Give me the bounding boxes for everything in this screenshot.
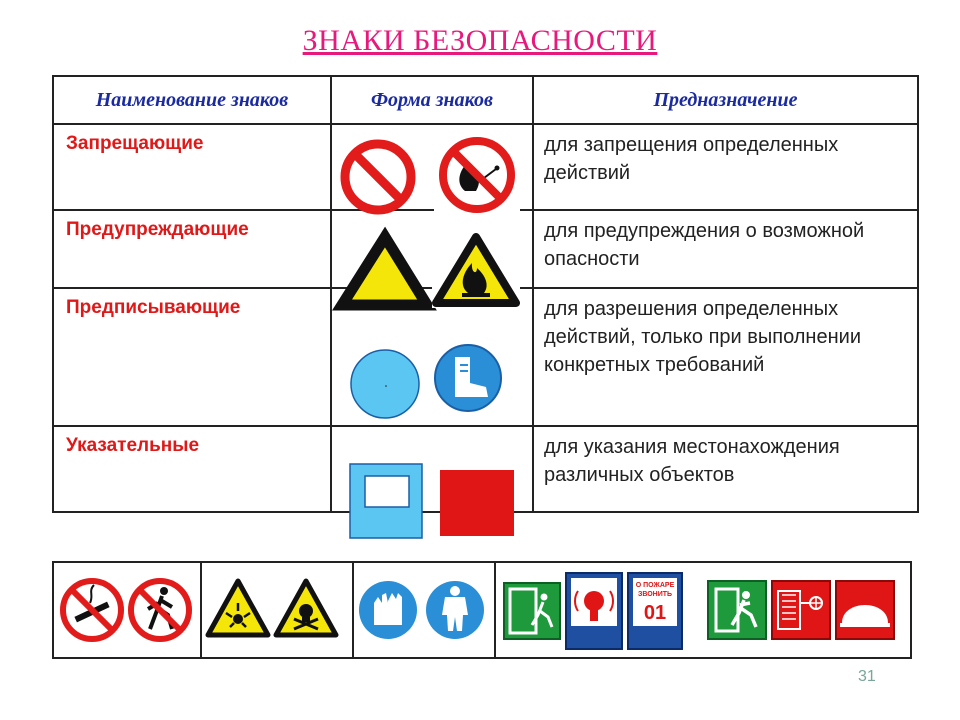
mandatory-circle-icon xyxy=(351,350,419,418)
emergency-exit-icon xyxy=(504,583,560,639)
fire-notice-line1: О ПОЖАРЕ xyxy=(635,582,675,589)
fire-extinguisher-icon xyxy=(836,581,894,639)
column-header-purpose: Предназначение xyxy=(533,76,918,124)
exit-running-man-icon xyxy=(708,581,766,639)
fire-hose-icon xyxy=(772,581,830,639)
fire-square-icon xyxy=(440,470,514,536)
page-number: 31 xyxy=(858,668,876,685)
examples-strip xyxy=(52,561,912,659)
sign-purpose: для разрешения определенных действий, только при выполнении конкретных требований xyxy=(544,298,861,376)
sign-type-name: Запрещающие xyxy=(66,133,204,154)
safety-boots-icon xyxy=(435,345,501,411)
page-title: ЗНАКИ БЕЗОПАСНОСТИ xyxy=(302,24,658,57)
table-header-row xyxy=(53,76,918,124)
sign-purpose: для предупреждения о возможной опасности xyxy=(544,220,865,270)
protective-suit-icon xyxy=(426,581,484,639)
fire-notice-line2: ЗВОНИТЬ xyxy=(637,591,673,598)
sign-shapes xyxy=(330,125,530,545)
gloves-icon xyxy=(359,581,417,639)
no-open-flame-icon xyxy=(434,137,520,213)
sign-purpose: для указания местонахождения различных объектов xyxy=(544,436,840,486)
sign-purpose: для запрещения определенных действий xyxy=(544,134,839,184)
fire-alarm-button-icon xyxy=(566,573,622,649)
toxic-warning-icon xyxy=(276,581,336,635)
fire-phone-icon xyxy=(628,573,682,649)
column-header-name: Наименование знаков xyxy=(53,76,331,124)
warning-triangle-icon xyxy=(342,237,427,305)
information-square-icon xyxy=(350,464,422,538)
sign-type-name: Предписывающие xyxy=(66,297,241,318)
sign-type-name: Указательные xyxy=(66,435,200,456)
explosive-warning-icon xyxy=(208,581,268,635)
no-pedestrians-icon xyxy=(131,581,189,639)
flammable-warning-icon xyxy=(432,228,520,308)
fire-notice-number: 01 xyxy=(643,602,667,624)
no-smoking-icon xyxy=(63,581,121,639)
prohibition-circle-icon xyxy=(345,144,411,210)
sign-type-name: Предупреждающие xyxy=(66,219,249,240)
column-header-shape: Форма знаков xyxy=(331,76,533,124)
